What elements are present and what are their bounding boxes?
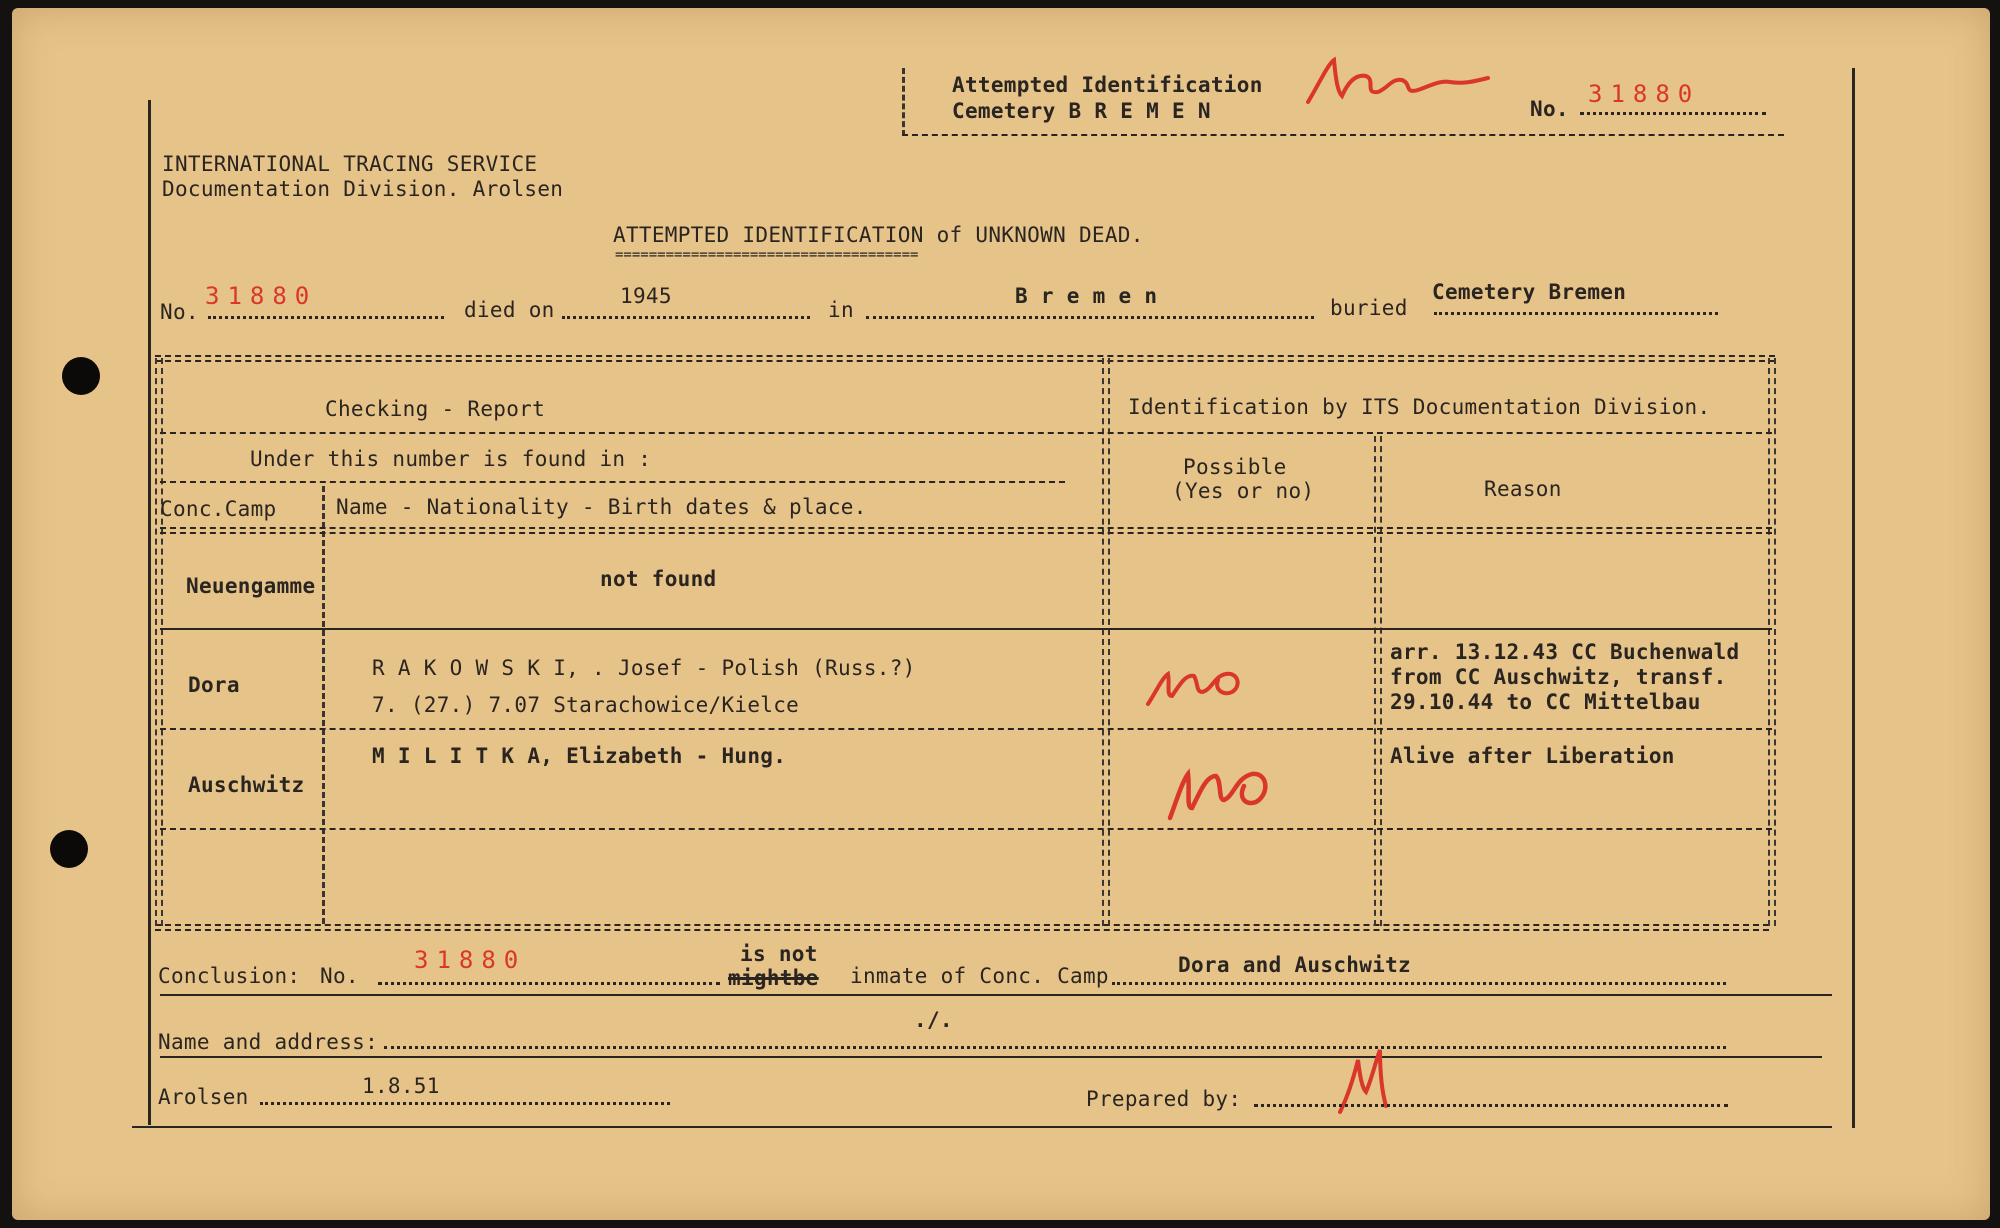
- row2-details-line2: 7. (27.) 7.07 Starachowice/Kielce: [372, 693, 800, 717]
- document-title: ATTEMPTED IDENTIFICATION of UNKNOWN DEAD.: [613, 223, 1144, 247]
- punch-hole-bottom: [50, 830, 88, 868]
- row2-details-line1: R A K O W S K I, . Josef - Polish (Russ.?): [372, 656, 916, 680]
- handwritten-none-annotation: [1300, 52, 1500, 112]
- footer-date-value: 1.8.51: [362, 1074, 440, 1098]
- conclusion-label: Conclusion:: [158, 964, 301, 988]
- row2-reason-line3: 29.10.44 to CC Mittelbau: [1390, 690, 1701, 714]
- header-no-value: 31880: [1588, 80, 1701, 108]
- conclusion-separator: [160, 994, 1832, 996]
- row3-handwritten-no: [1160, 750, 1280, 826]
- camp-column-divider: [322, 486, 325, 924]
- prepared-by-dots: [1254, 1104, 1728, 1107]
- conclusion-inmate-text: inmate of Conc. Camp: [850, 964, 1109, 988]
- table-top-border: [155, 355, 1775, 362]
- table-left-border: [155, 358, 163, 926]
- name-address-separator: [160, 1056, 1822, 1058]
- table-middle-divider: [1102, 358, 1110, 926]
- died-on-value: 1945: [620, 284, 672, 308]
- row2-reason-line1: arr. 13.12.43 CC Buchenwald: [1390, 640, 1740, 664]
- row1-camp: Neuengamme: [186, 574, 316, 598]
- punch-hole-top: [62, 357, 100, 395]
- buried-label: buried: [1330, 296, 1408, 320]
- col-details-header: Name - Nationality - Birth dates & place.: [336, 495, 867, 519]
- issuer-line1: INTERNATIONAL TRACING SERVICE: [162, 152, 538, 176]
- header-no-dots: [1580, 112, 1766, 115]
- row2-bottom: [160, 728, 1772, 730]
- table-reason-divider: [1374, 436, 1382, 926]
- header-no-label: No.: [1530, 97, 1569, 121]
- row1-details: not found: [600, 567, 717, 591]
- col-reason-header: Reason: [1484, 477, 1562, 501]
- record-no-label: No.: [160, 300, 199, 324]
- name-address-label: Name and address:: [158, 1030, 379, 1054]
- found-in-label: Under this number is found in :: [250, 447, 652, 471]
- header-row-separator: [160, 432, 1772, 434]
- col-possible-header-1: Possible: [1183, 455, 1287, 479]
- col-possible-header-2: (Yes or no): [1172, 479, 1315, 503]
- row3-camp: Auschwitz: [188, 773, 305, 797]
- in-value: B r e m e n: [1015, 284, 1158, 308]
- row3-details-line1: M I L I T K A, Elizabeth - Hung.: [372, 744, 787, 768]
- conclusion-camp-value: Dora and Auschwitz: [1178, 953, 1411, 977]
- conclusion-camp-dots: [1112, 982, 1726, 985]
- header-box-underline: [902, 134, 1784, 136]
- row2-handwritten-no: [1142, 652, 1252, 712]
- died-on-dots: [562, 316, 810, 319]
- row2-camp: Dora: [188, 673, 240, 697]
- table-bottom-border: [155, 924, 1769, 931]
- in-dots: [866, 316, 1314, 319]
- row3-bottom: [160, 828, 1772, 830]
- issuer-line2: Documentation Division. Arolsen: [162, 177, 564, 201]
- name-address-dots: [384, 1046, 1726, 1049]
- found-in-underline: [160, 481, 1065, 483]
- in-label: in: [828, 298, 854, 322]
- left-border-line: [148, 100, 151, 1125]
- identification-header: Identification by ITS Documentation Division.: [1128, 395, 1711, 419]
- conclusion-no-value: 31880: [414, 946, 527, 974]
- conclusion-no-label: No.: [320, 964, 359, 988]
- record-no-dots: [208, 316, 444, 319]
- conclusion-is-not: is not: [740, 942, 818, 966]
- right-border-line: [1852, 68, 1855, 1128]
- table-right-border: [1768, 358, 1776, 926]
- header-box-divider: [902, 68, 905, 136]
- header-title-line2: Cemetery B R E M E N: [952, 99, 1211, 123]
- col-camp-header: Conc.Camp: [160, 497, 277, 521]
- row3-reason-line1: Alive after Liberation: [1390, 744, 1675, 768]
- prepared-by-label: Prepared by:: [1086, 1087, 1242, 1111]
- buried-value: Cemetery Bremen: [1432, 280, 1627, 304]
- conclusion-no-dots: [378, 982, 720, 985]
- bottom-border-line: [132, 1126, 1832, 1128]
- checking-report-header: Checking - Report: [325, 397, 546, 421]
- record-no-value: 31880: [205, 282, 318, 310]
- buried-dots: [1434, 312, 1718, 315]
- column-header-bottom: [160, 527, 1772, 534]
- name-address-value: ./.: [914, 1008, 953, 1032]
- conclusion-struck-word: mightbe: [728, 966, 819, 990]
- footer-place-label: Arolsen: [158, 1085, 249, 1109]
- footer-date-dots: [260, 1102, 670, 1105]
- document-title-underline: ====================================: [615, 247, 919, 263]
- row1-bottom: [160, 628, 1772, 630]
- row2-reason-line2: from CC Auschwitz, transf.: [1390, 665, 1727, 689]
- header-title-line1: Attempted Identification: [952, 73, 1263, 97]
- died-on-label: died on: [464, 298, 555, 322]
